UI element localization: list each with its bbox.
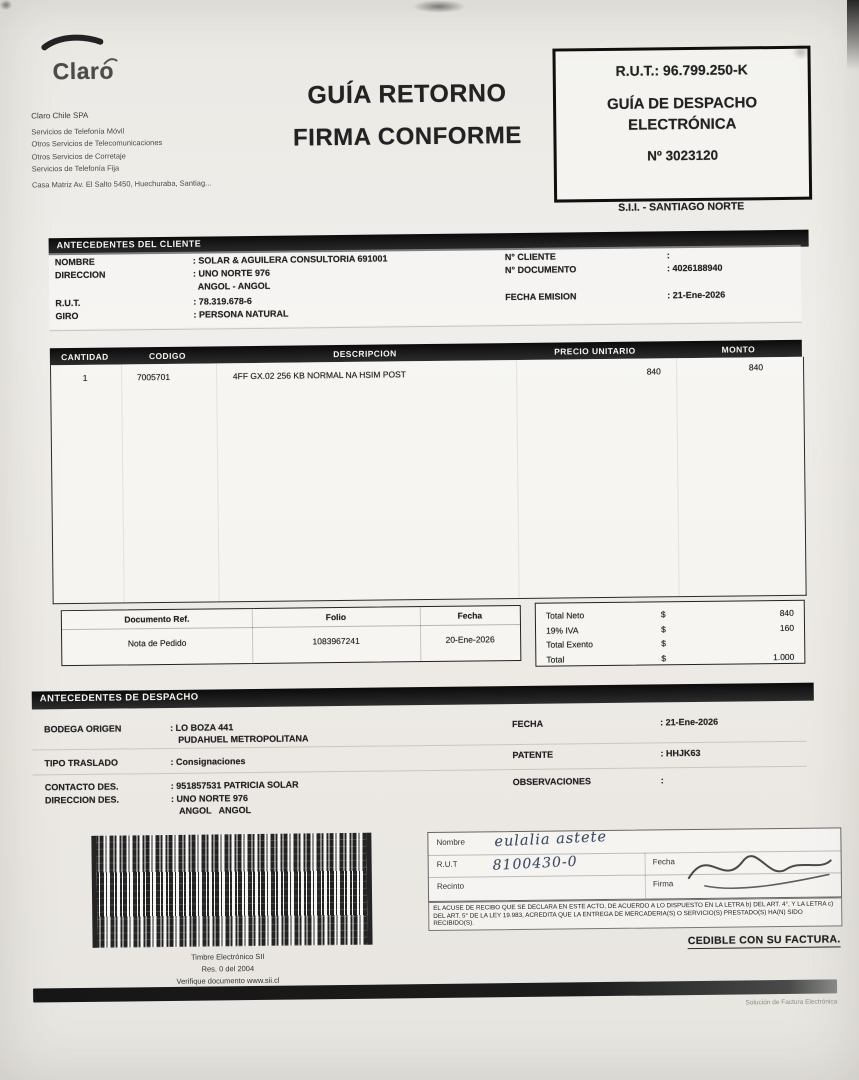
stamp-caption-line2: Res. 0 del 2004	[201, 964, 255, 974]
field-label: CONTACTO DES.	[44, 781, 119, 793]
item-cell-precio-unitario: 840	[646, 366, 661, 377]
field-label: GIRO	[55, 310, 79, 322]
total-value: 160	[779, 622, 795, 633]
currency-symbol: $	[660, 623, 666, 634]
field-value: : LO BOZA 441	[170, 722, 234, 733]
items-table-body	[50, 357, 807, 605]
total-label: 19% IVA	[545, 624, 579, 636]
column-divider	[516, 360, 520, 598]
doc-type-line1: GUÍA DE DESPACHO	[606, 94, 758, 113]
dispatch-field-tipo-traslado	[44, 753, 464, 771]
dispatch-field-fecha	[512, 715, 812, 731]
total-label: Total	[546, 653, 565, 665]
field-label: BODEGA ORIGEN	[44, 723, 122, 735]
header-cell-descripcion: DESCRIPCION	[333, 347, 397, 359]
claro-logo-accent-icon	[102, 55, 118, 65]
column-divider	[676, 358, 680, 596]
field-label: PATENTE	[512, 749, 554, 761]
field-value: : 951857531 PATRICIA SOLAR	[170, 779, 299, 791]
handwritten-signature	[680, 838, 841, 896]
stamp-caption-line3: Verifique documento www.sii.cl	[176, 975, 280, 986]
total-label: Total Neto	[545, 610, 585, 621]
item-row	[51, 362, 803, 384]
claro-swoosh-icon	[40, 32, 104, 53]
receipt-form	[427, 827, 842, 902]
sii-office: S.I.I. - SANTIAGO NORTE	[618, 200, 745, 214]
rut-box	[552, 46, 812, 203]
issuer-rut: R.U.T.: 96.799.250-K	[615, 61, 748, 79]
total-value: 840	[779, 607, 794, 619]
item-cell-monto: 840	[748, 362, 764, 373]
sii-stamp-barcode	[91, 833, 372, 948]
company-line: Servicios de Telefonía Fija	[31, 163, 120, 174]
currency-symbol: $	[660, 609, 666, 620]
row-divider	[62, 624, 520, 630]
receipt-nombre-label: Nombre	[436, 837, 465, 847]
header-cell-precio-unitario: PRECIO UNITARIO	[554, 345, 636, 357]
company-line: Servicios de Telefonía Móvil	[31, 125, 125, 136]
footer-note: Solución de Factura Electrónica	[745, 998, 838, 1007]
handwritten-name: eulalia astete	[494, 829, 608, 851]
ref-cell-folio: 1083967241	[312, 635, 360, 647]
header-cell-monto: MONTO	[721, 343, 756, 355]
field-label: NOMBRE	[54, 256, 95, 268]
company-line: Otros Servicios de Corretaje	[31, 150, 126, 161]
dispatch-field-observaciones	[513, 773, 813, 789]
field-label: DIRECCION DES.	[44, 794, 119, 806]
field-label: TIPO TRASLADO	[44, 757, 119, 769]
field-value: : PERSONA NATURAL	[193, 308, 289, 320]
dispatch-field-patente	[512, 746, 812, 762]
currency-symbol: $	[661, 638, 666, 649]
field-value: : 21-Ene-2026	[667, 289, 726, 301]
field-label: R.U.T.	[55, 297, 81, 309]
column-divider	[216, 363, 220, 601]
dispatch-field-direccion-destino-line2: ANGOL ANGOL	[178, 805, 252, 816]
item-cell-codigo: 7005701	[136, 371, 171, 383]
field-value: : UNO NORTE 976	[170, 793, 248, 804]
receipt-firma-label: Firma	[652, 879, 674, 889]
field-value: : SOLAR & AGUILERA CONSULTORIA 691001	[192, 253, 388, 266]
company-info	[31, 108, 272, 192]
header-cell-cantidad: CANTIDAD	[61, 351, 109, 362]
doc-type-line2: ELECTRÓNICA	[628, 115, 737, 134]
receipt-recinto-label: Recinto	[436, 881, 465, 891]
total-value: 1.000	[773, 651, 795, 662]
company-name: Claro Chile SPA	[31, 110, 89, 121]
company-address: Casa Matriz Av. El Salto 5450, Huechuraba, Santiag...	[31, 177, 212, 189]
field-label	[55, 281, 193, 296]
header-cell-codigo: CODIGO	[148, 350, 186, 361]
cedible-note: CEDIBLE CON SU FACTURA.	[687, 933, 841, 948]
cedible-note-wrap	[428, 929, 840, 952]
field-label: FECHA	[512, 718, 544, 730]
currency-symbol: $	[661, 652, 667, 663]
field-label: N° CLIENTE	[504, 251, 556, 263]
total-label: Total Exento	[546, 639, 594, 650]
field-label: FECHA EMISION	[505, 291, 577, 303]
field-value: : HHJK63	[660, 747, 701, 759]
field-label: OBSERVACIONES	[512, 776, 591, 788]
receipt-rut-label: R.U.T	[436, 859, 458, 869]
dispatch-section-header: ANTECEDENTES DE DESPACHO	[32, 683, 814, 710]
field-value: : 78.319.678-6	[193, 296, 252, 307]
total-value	[691, 635, 804, 651]
ref-header-folio: Folio	[325, 611, 347, 623]
field-label: N° DOCUMENTO	[504, 264, 577, 276]
ref-cell-fecha: 20-Ene-2026	[445, 634, 495, 645]
field-value: ANGOL - ANGOL	[193, 280, 271, 292]
ref-header-fecha: Fecha	[457, 610, 483, 621]
legal-text: EL ACUSE DE RECIBO QUE SE DECLARA EN ESTE ACTO, DE ACUERDO A LO DISPUESTO EN LA LETRA b) DEL ART. 4°, Y LA LETRA c) DEL ART. 5° DE LA LEY 19.983, ACREDITA QUE LA ENTREGA DE MERCADERIA(S) O SERVICIO(S) PRESTADO(S) HA(N) SIDO RECIBIDO(S).	[428, 897, 842, 930]
column-divider	[121, 364, 125, 602]
doc-title-line1: GUÍA RETORNO	[307, 79, 507, 110]
receipt-fecha-label: Fecha	[652, 857, 675, 867]
field-value: : 4026188940	[666, 262, 723, 274]
dispatch-field-bodega-origen-line2: PUDAHUEL METROPOLITANA	[178, 733, 309, 745]
field-value: : UNO NORTE 976	[192, 267, 271, 279]
handwritten-rut: 8100430-0	[492, 853, 579, 874]
totals-box	[535, 600, 806, 667]
field-value: : Consignaciones	[170, 756, 246, 767]
field-value: :	[666, 250, 670, 261]
item-cell-cantidad: 1	[82, 372, 88, 383]
field-label: DIRECCION	[54, 269, 106, 281]
claro-logo: Claro	[52, 57, 115, 85]
ref-cell-documento: Nota de Pedido	[127, 637, 187, 649]
ref-header-documento: Documento Ref.	[124, 613, 190, 625]
item-cell-descripcion: 4FF GX.02 256 KB NORMAL NA HSIM POST	[232, 369, 406, 382]
doc-number: Nº 3023120	[647, 147, 719, 164]
field-value: :	[660, 775, 664, 786]
total-row	[536, 649, 804, 667]
client-section-header: ANTECEDENTES DEL CLIENTE	[49, 230, 809, 256]
company-line: Otros Servicios de Telecomunicaciones	[31, 138, 163, 149]
stamp-caption-line1: Timbre Electrónico SII	[190, 951, 265, 962]
field-value: : 21-Ene-2026	[660, 716, 719, 728]
doc-title-line2: FIRMA CONFORME	[292, 121, 522, 152]
reference-table	[61, 605, 522, 666]
